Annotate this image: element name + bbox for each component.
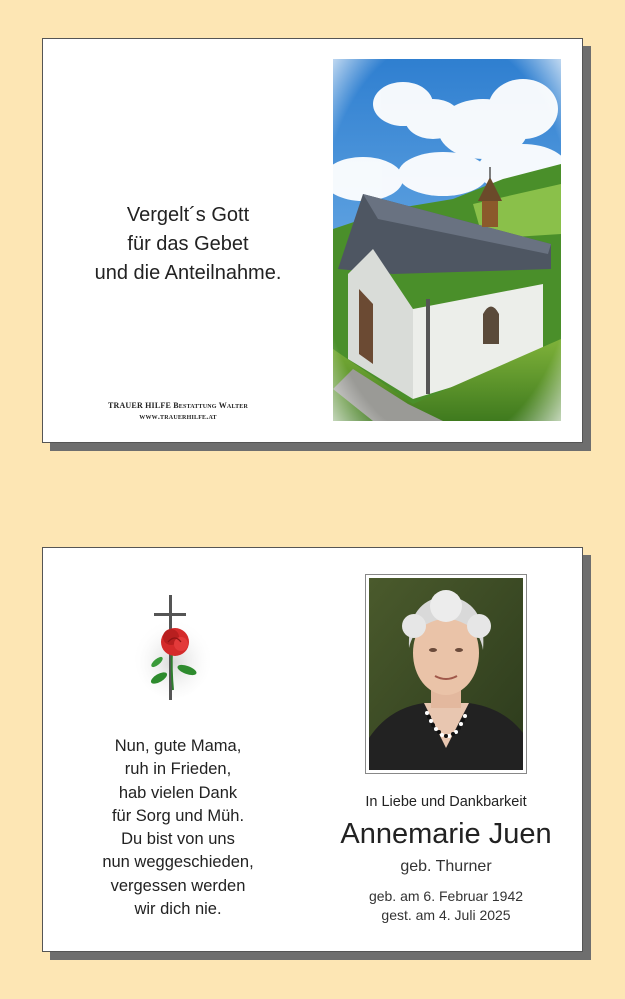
portrait-photo <box>369 578 523 770</box>
poem-line: Nun, gute Mama, <box>114 737 242 755</box>
dedication-text: In Liebe und Dankbarkeit <box>365 794 527 810</box>
poem-line: für Sorg und Müh. <box>111 806 245 825</box>
birth-date: geb. am 6. Februar 1942 <box>368 888 524 904</box>
poem <box>73 735 283 921</box>
poem-line: vergessen werden <box>110 876 246 895</box>
poem-line: wir dich nie. <box>134 900 222 919</box>
poem-line: nun weggeschieden, <box>102 853 254 872</box>
company-website: www.trauerhilfe.at <box>139 412 217 421</box>
deceased-name: Annemarie Juen <box>340 818 552 850</box>
portrait-frame <box>365 574 527 774</box>
thanks-text <box>43 201 333 288</box>
card-front <box>42 38 583 443</box>
cross-with-rose-icon <box>135 590 213 705</box>
poem-line: ruh in Frieden, <box>124 760 232 779</box>
card-back <box>42 547 583 952</box>
death-date: gest. am 4. Juli 2025 <box>381 907 511 923</box>
chapel-photo <box>333 59 561 421</box>
company-imprint <box>83 400 273 422</box>
thanks-line: für das Gebet <box>127 233 249 255</box>
company-name: TRAUER HILFE Bestattung Walter <box>107 401 249 410</box>
poem-line: Du bist von uns <box>121 830 235 849</box>
thanks-line: Vergelt´s Gott <box>126 204 250 226</box>
maiden-name: geb. Thurner <box>400 858 492 875</box>
poem-line: hab vielen Dank <box>118 783 238 802</box>
thanks-line: und die Anteilnahme. <box>94 262 282 284</box>
